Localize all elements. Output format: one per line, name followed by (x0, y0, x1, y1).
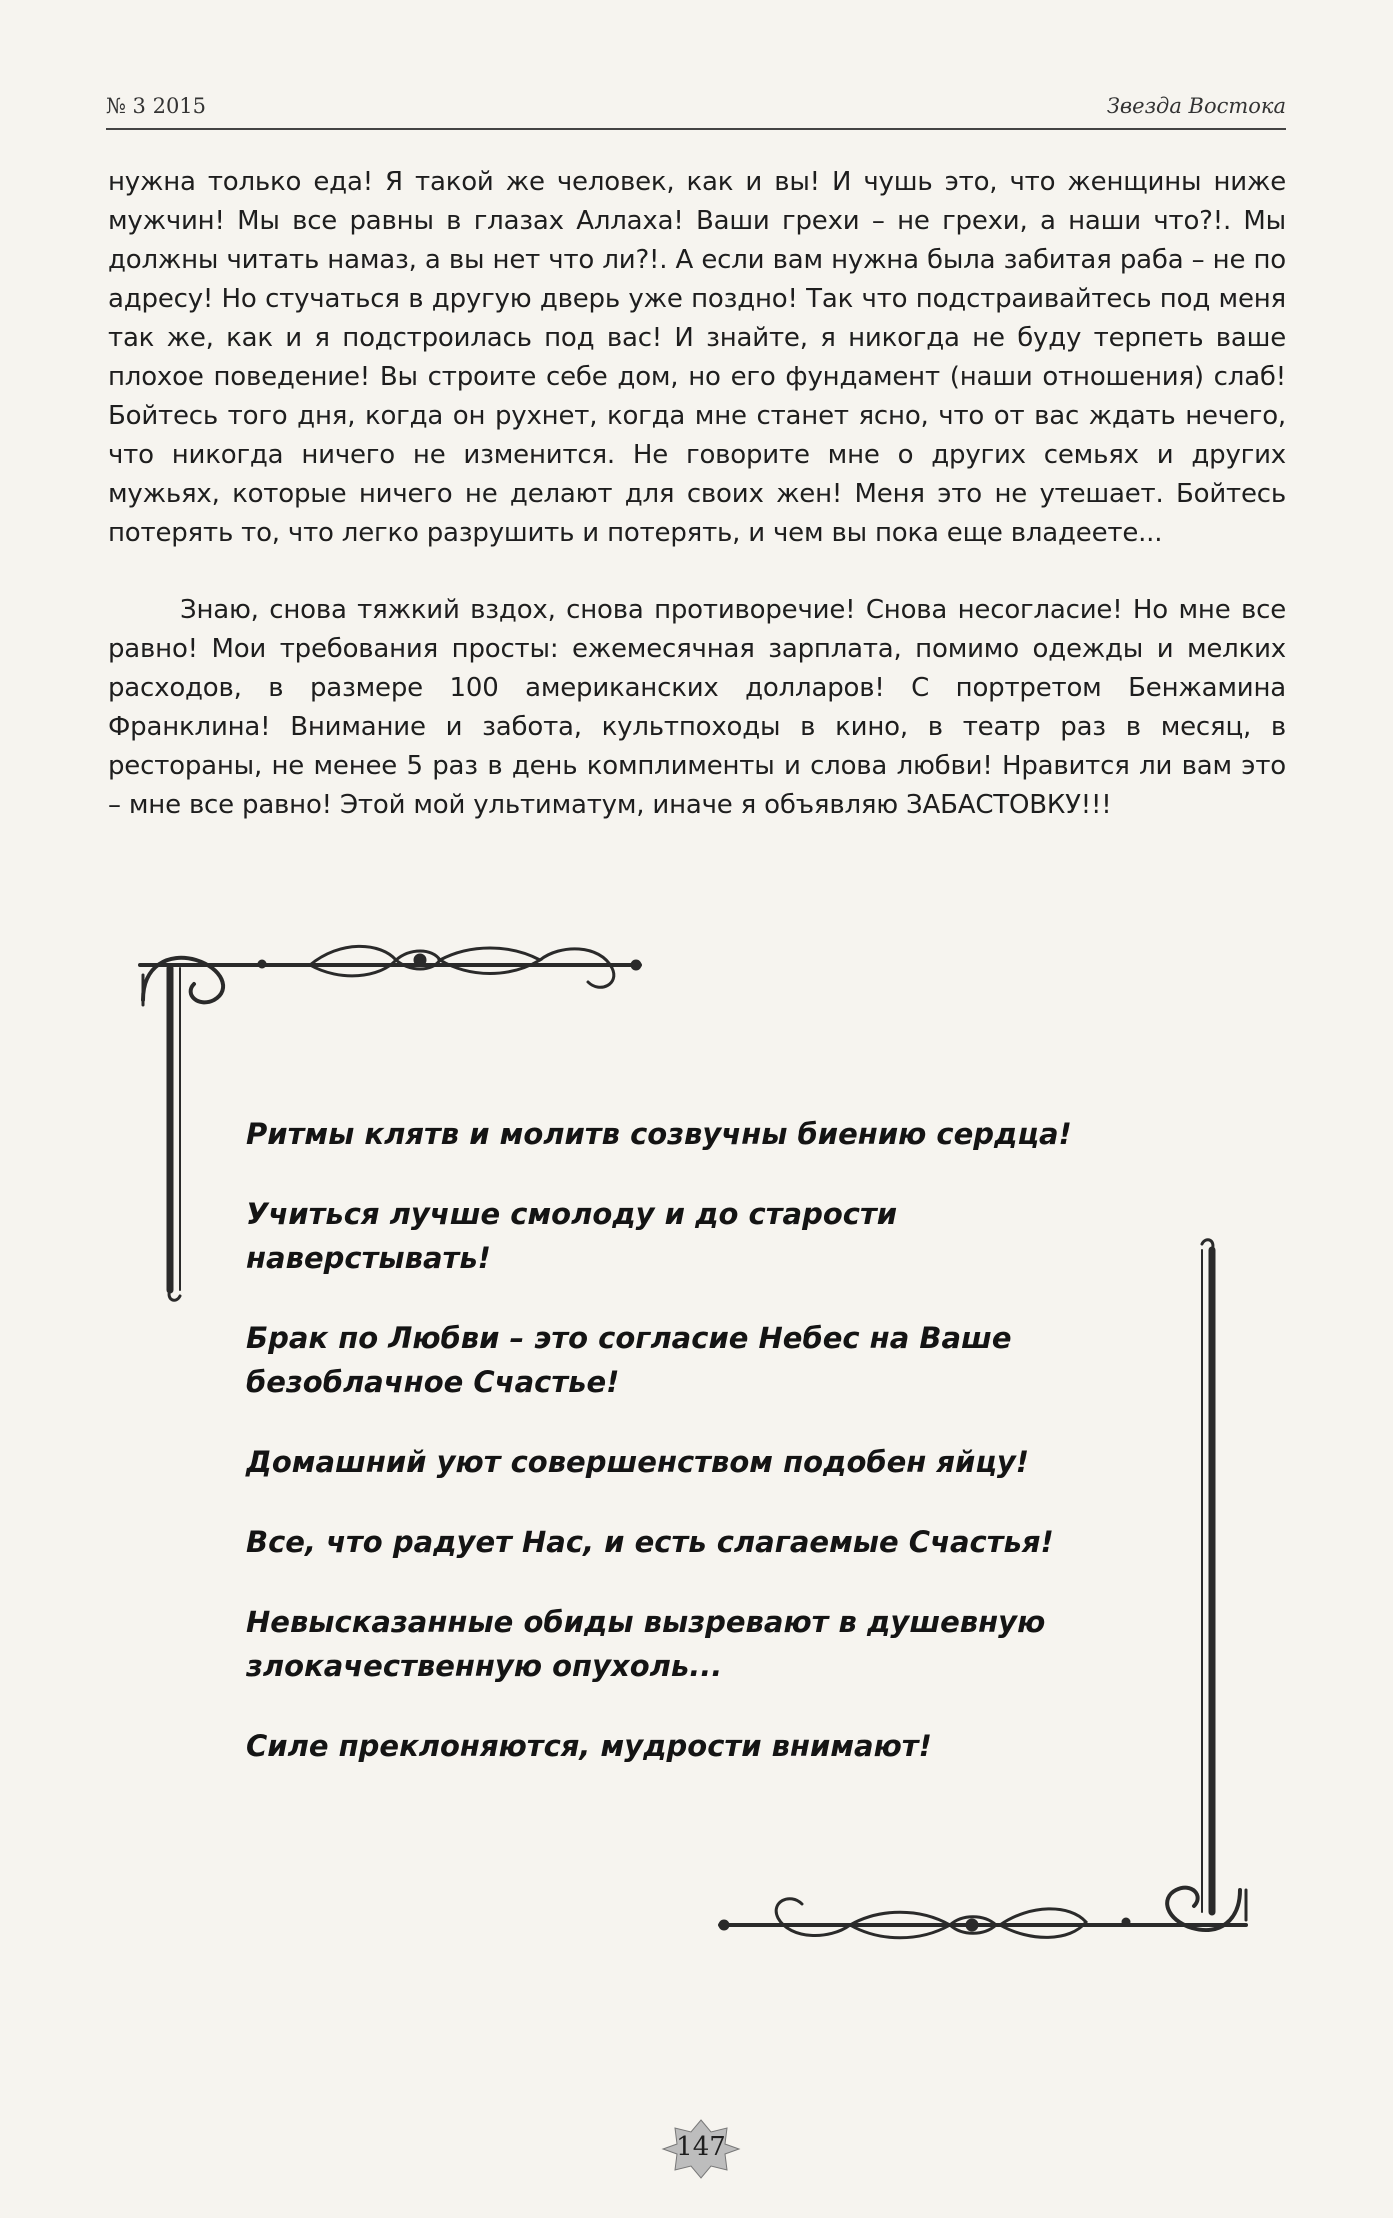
paragraph-1: нужна только еда! Я такой же человек, как и вы! И чушь это, что женщины ниже мужчин! Мы все равны в глазах Аллаха! Ваши грехи – не грехи, а наши что?!. Мы должны читать намаз, а вы нет что ли?!. А если вам нужна была забитая раба – не по адресу! Но стучаться в другую дверь уже поздно! Так что подстраивайтесь под меня так же, как и я подстроилась под вас! И знайте, я никогда не буду терпеть ваше плохое поведение! Вы строите себе дом, но его фундамент (наши отношения) слаб! Бойтесь того дня, когда он рухнет, когда мне станет ясно, что от вас ждать нечего, что никогда ничего не изменится. Не говорите мне о других семьях и других мужьях, которые ничего не делают для своих жен! Меня это не утешает. Бойтесь потерять то, что легко разрушить и потерять, и чем вы пока еще владеете... (108, 167, 1286, 548)
page-number: 147 (676, 2132, 726, 2162)
paragraph-2: Знаю, снова тяжкий вздох, снова противоречие! Снова несогласие! Но мне все равно! Мои требования просты: ежемесячная зарплата, помимо одежды и мелких расходов, в размере 100 американских долларов! С портретом Бенжамина Франклина! Внимание и забота, культпоходы в кино, в театр раз в месяц, в рестораны, не менее 5 раз в день комплименты и слова любви! Нравится ли вам это – мне все равно! Этой мой ультиматум, иначе я объявляю ЗАБАСТОВКУ!!! (108, 595, 1286, 820)
issue-number: № 3 2015 (106, 94, 207, 118)
aphorism-item: Брак по Любви – это согласие Небес на Ваше безоблачное Счастье! (246, 1321, 1012, 1399)
aphorism-item: Ритмы клятв и молитв созвучны биению сердца! (246, 1117, 1072, 1151)
aphorism-item: Невысказанные обиды вызревают в душевную злокачественную опухоль... (246, 1605, 1046, 1683)
aphorism-item: Все, что радует Нас, и есть слагаемые Счастья! (246, 1525, 1054, 1559)
aphorism-item: Силе преклоняются, мудрости внимают! (246, 1729, 932, 1763)
aphorisms-list (246, 1112, 1126, 1804)
aphorism-item: Учиться лучше смолоду и до старости наверстывать! (246, 1197, 898, 1275)
page-number-badge (661, 2118, 741, 2180)
journal-title: Звезда Востока (1106, 94, 1286, 118)
aphorism-item: Домашний уют совершенством подобен яйцу! (246, 1445, 1029, 1479)
